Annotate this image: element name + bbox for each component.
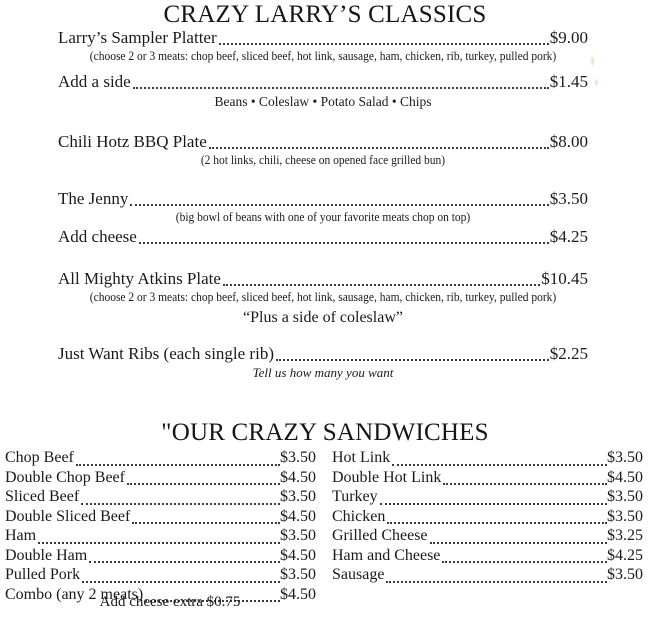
- sandwich-row: [332, 449, 643, 469]
- menu-item-row: [58, 269, 588, 289]
- menu-item-row: [58, 189, 588, 209]
- leader-dots: [430, 541, 607, 544]
- sandwich-name: Chop Beef: [5, 449, 74, 466]
- sandwich-price: $3.50: [280, 488, 316, 505]
- sandwich-price: $3.50: [607, 566, 643, 583]
- leader-dots: [76, 463, 280, 466]
- sandwich-price: $3.50: [607, 488, 643, 505]
- classics-menu-section: [58, 28, 588, 381]
- spacer: [58, 63, 588, 72]
- menu-item-name: Add cheese: [58, 227, 137, 246]
- sandwich-name: Turkey: [332, 488, 378, 505]
- sandwiches-section-title: "OUR CRAZY SANDWICHES: [161, 419, 489, 446]
- sandwich-row: [332, 547, 643, 567]
- menu-item-description: (2 hot links, chili, cheese on opened face grilled bun): [200, 153, 446, 167]
- sandwich-row: [5, 508, 316, 528]
- menu-item-description: (choose 2 or 3 meats: chop beef, sliced beef, hot link, sausage, ham, chicken, rib, turkey, pulled pork): [89, 49, 557, 63]
- menu-item-row: [58, 28, 588, 48]
- sandwich-name: Grilled Cheese: [332, 527, 428, 544]
- sandwich-price: $3.50: [280, 566, 316, 583]
- sandwich-price: $3.50: [280, 527, 316, 544]
- leader-dots: [442, 560, 607, 563]
- spacer: [58, 327, 588, 344]
- leader-dots: [127, 482, 280, 485]
- sandwich-price: $3.50: [607, 449, 643, 466]
- sandwich-row: [332, 488, 643, 508]
- menu-item-description: (big bowl of beans with one of your favorite meats chop on top): [175, 210, 471, 224]
- menu-item-name: Just Want Ribs (each single rib): [58, 344, 274, 363]
- sandwich-row: [5, 469, 316, 489]
- sandwich-price: $3.50: [607, 507, 643, 525]
- leader-dots: [443, 482, 607, 485]
- leader-dots: [133, 86, 549, 89]
- spacer: [58, 247, 588, 269]
- leader-dots: [392, 463, 607, 466]
- menu-item-name: Add a side: [58, 72, 131, 91]
- leader-dots: [38, 541, 280, 544]
- sandwich-row: [332, 527, 643, 547]
- leader-dots: [276, 358, 549, 361]
- sandwich-price: $4.50: [280, 468, 316, 486]
- sandwich-price: $4.50: [280, 585, 316, 603]
- menu-item-row: [58, 72, 588, 92]
- menu-item-note: “Plus a side of coleslaw”: [243, 309, 403, 326]
- sandwich-price: $3.25: [607, 527, 643, 544]
- leader-dots: [219, 42, 549, 45]
- scan-artifact-smudge: [590, 55, 595, 67]
- sandwiches-left-column: [0, 449, 323, 605]
- sandwich-price: $4.50: [280, 507, 316, 525]
- menu-item-price: $8.00: [549, 132, 588, 151]
- sandwich-price: $4.50: [280, 546, 316, 564]
- sandwich-name: Pulled Pork: [5, 566, 81, 583]
- spacer: [58, 167, 588, 189]
- sandwich-name: Double Chop Beef: [5, 468, 125, 486]
- sandwich-name: Sliced Beef: [5, 488, 80, 505]
- sandwich-name: Hot Link: [332, 449, 391, 466]
- leader-dots: [82, 580, 280, 583]
- leader-dots: [386, 580, 607, 583]
- leader-dots: [223, 283, 540, 286]
- menu-item-price: $10.45: [541, 269, 588, 288]
- menu-item-row: [58, 344, 588, 364]
- sandwich-row: [5, 566, 316, 586]
- sandwich-name: Ham: [5, 527, 37, 544]
- menu-item-name: The Jenny: [58, 189, 129, 208]
- leader-dots: [89, 560, 280, 563]
- menu-item-description: (choose 2 or 3 meats: chop beef, sliced beef, hot link, sausage, ham, chicken, rib, turkey, pulled pork): [89, 290, 557, 304]
- sandwiches-menu-section: [0, 449, 650, 605]
- leader-dots: [209, 146, 549, 149]
- menu-item-price: $1.45: [549, 72, 588, 91]
- menu-item-price: $4.25: [549, 227, 588, 246]
- spacer: [58, 110, 588, 132]
- sandwich-name: Ham and Cheese: [332, 546, 441, 564]
- leader-dots: [380, 502, 607, 505]
- menu-item-price: $9.00: [549, 28, 588, 47]
- scan-artifact-smudge: [594, 78, 599, 87]
- leader-dots: [387, 521, 607, 524]
- sandwich-row: [5, 547, 316, 567]
- menu-item-price: $3.50: [549, 189, 588, 208]
- sandwich-name: Double Ham: [5, 546, 88, 564]
- menu-item-row: [58, 132, 588, 152]
- menu-item-name: All Mighty Atkins Plate: [58, 269, 221, 288]
- menu-item-name: Chili Hotz BBQ Plate: [58, 132, 207, 151]
- menu-item-row: [58, 227, 588, 247]
- sandwich-name: Double Sliced Beef: [5, 507, 131, 525]
- sandwich-row: [5, 449, 316, 469]
- sandwich-name: Double Hot Link: [332, 468, 442, 486]
- sandwich-row: [332, 469, 643, 489]
- sandwich-row: [332, 566, 643, 586]
- sandwich-name: Chicken: [332, 507, 386, 525]
- sandwich-name: Sausage: [332, 566, 385, 583]
- classics-section-title: CRAZY LARRY’S CLASSICS: [163, 1, 487, 28]
- menu-item-name: Larry’s Sampler Platter: [58, 28, 217, 47]
- sandwiches-right-column: [323, 449, 650, 605]
- sandwich-price: $3.50: [280, 449, 316, 466]
- sandwich-name: Combo (any 2 meats): [5, 585, 144, 603]
- menu-item-description: Tell us how many you want: [252, 365, 394, 380]
- add-cheese-extra-note: Add cheese extra $0.75: [99, 594, 241, 610]
- menu-item-price: $2.25: [549, 344, 588, 363]
- leader-dots: [81, 502, 280, 505]
- sandwich-row: [332, 508, 643, 528]
- leader-dots: [139, 241, 549, 244]
- menu-item-description: Beans • Coleslaw • Potato Salad • Chips: [214, 94, 432, 109]
- sandwich-row: [5, 527, 316, 547]
- sandwich-price: $4.50: [607, 468, 643, 486]
- sandwich-price: $4.25: [607, 546, 643, 564]
- leader-dots: [130, 203, 548, 206]
- leader-dots: [132, 521, 280, 524]
- sandwich-row: [5, 488, 316, 508]
